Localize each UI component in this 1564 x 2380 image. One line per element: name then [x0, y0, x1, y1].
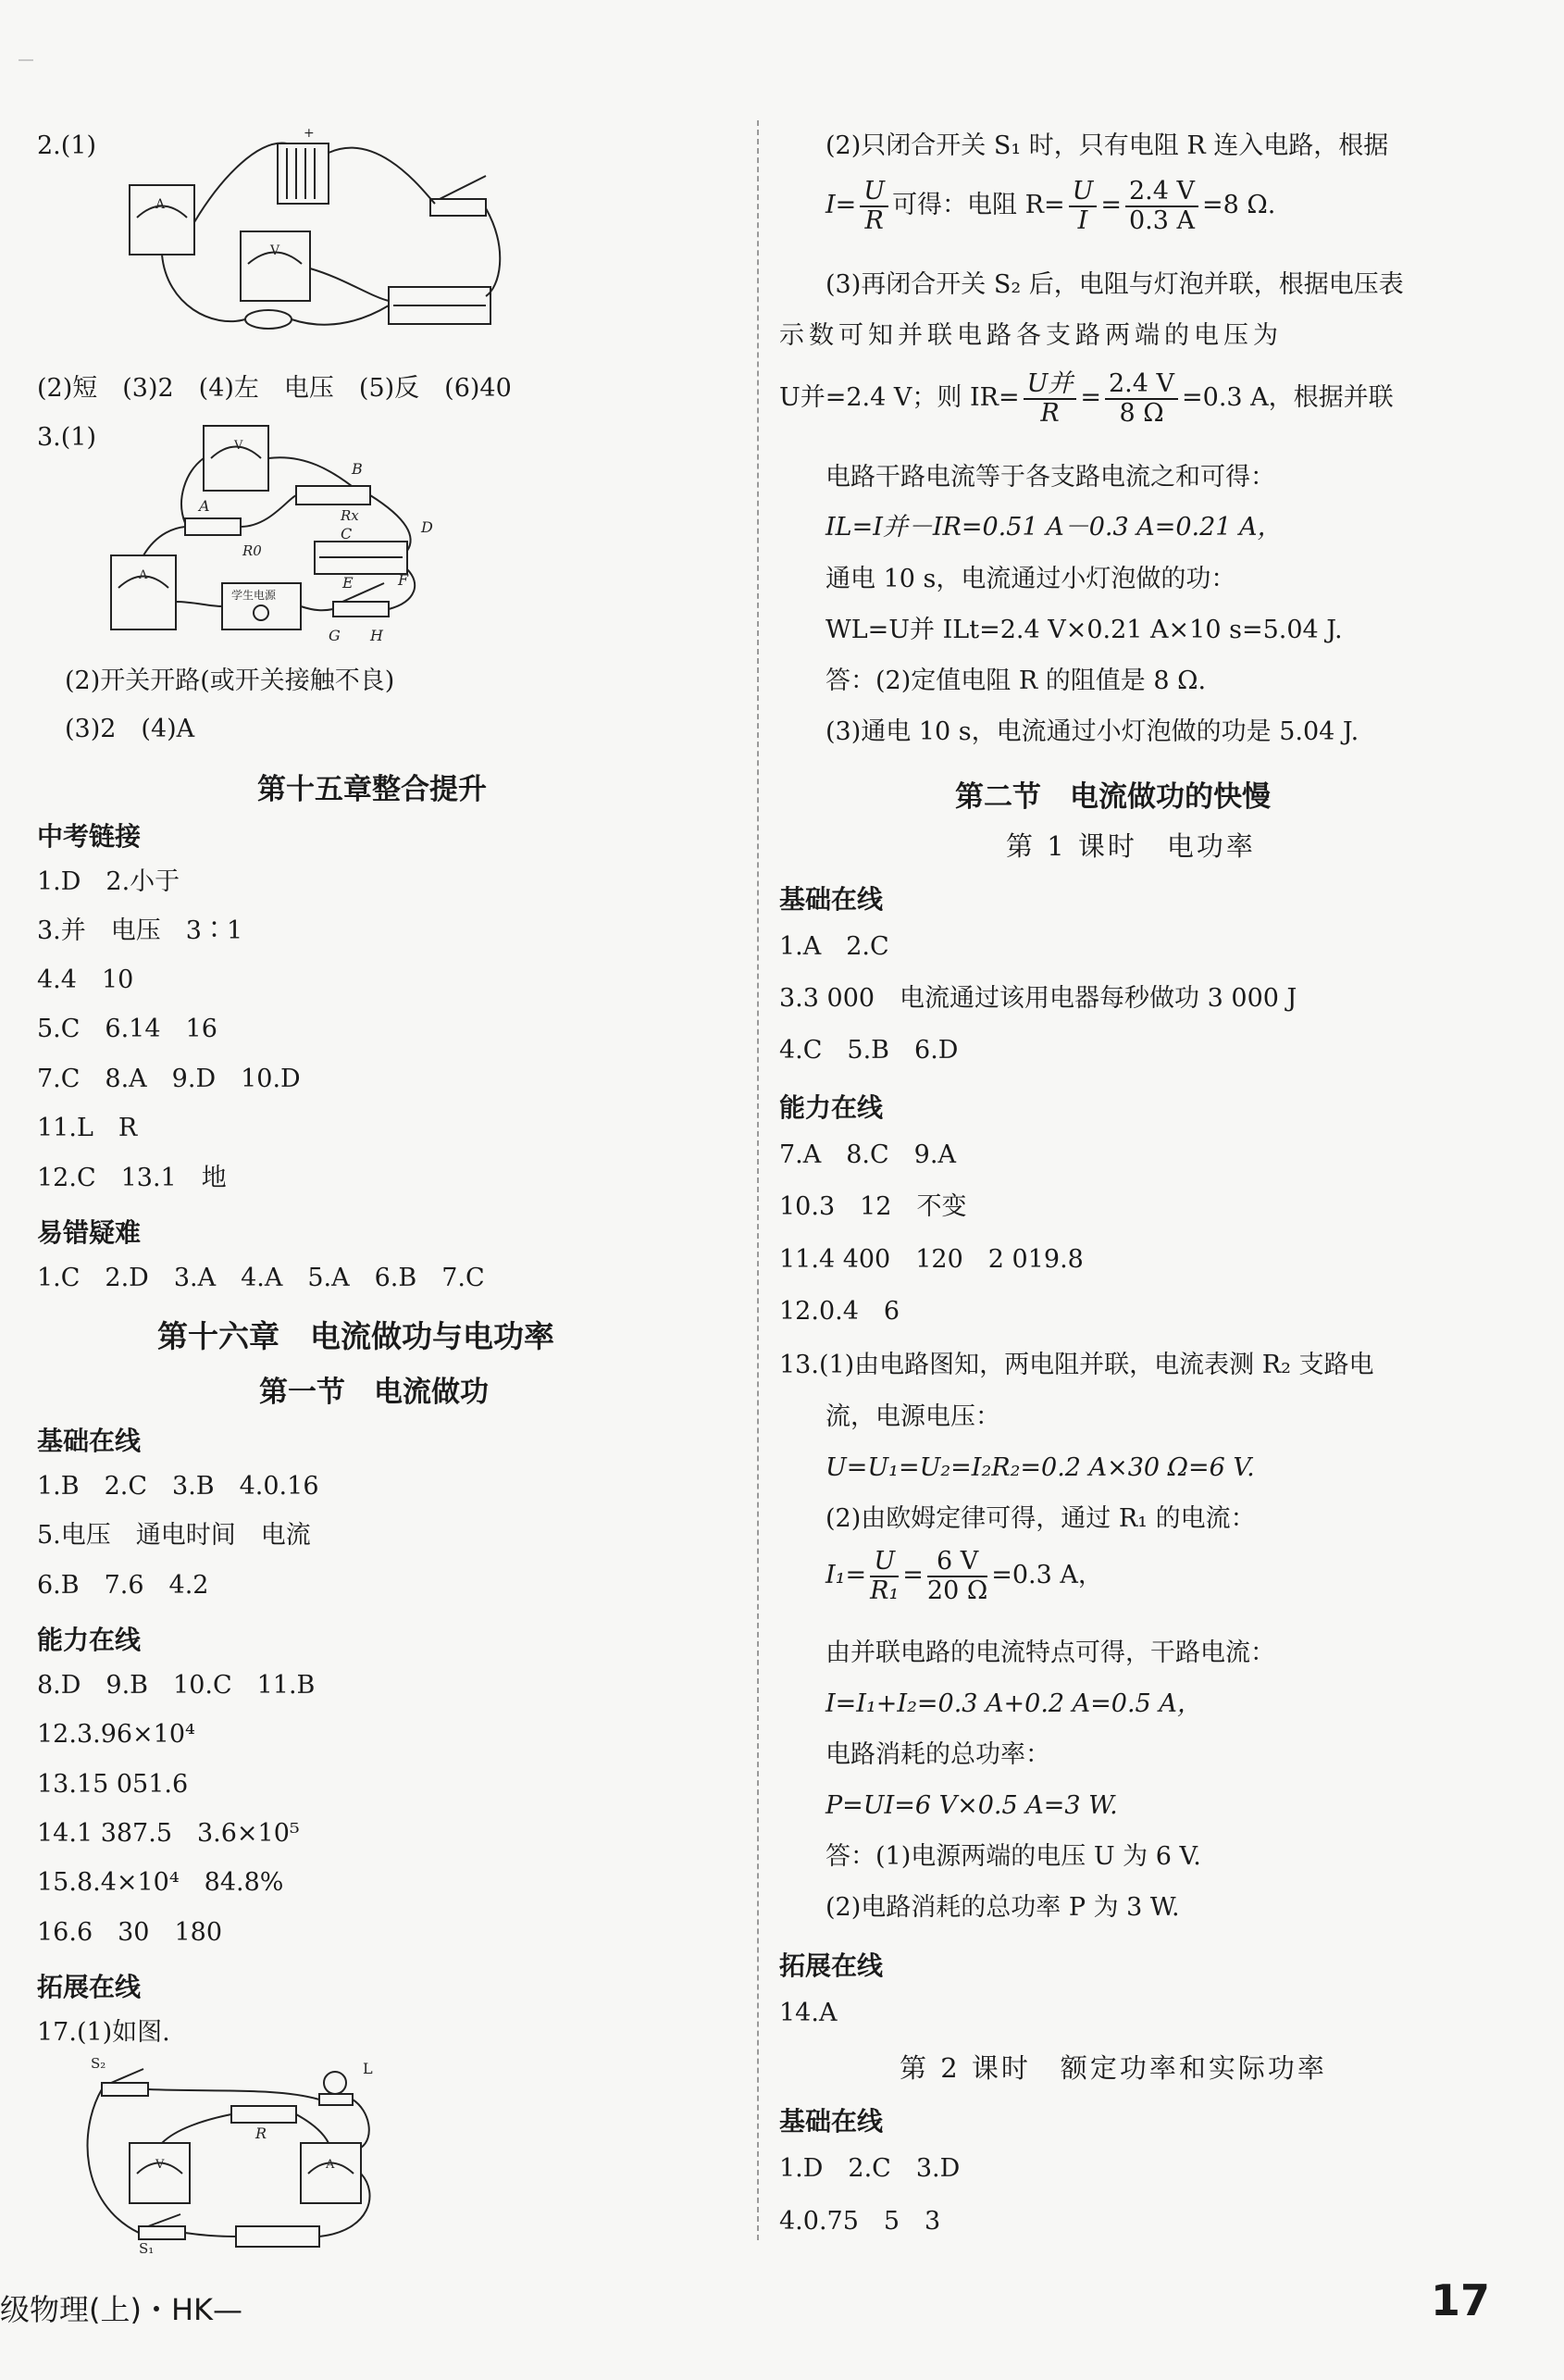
chapter16-title: 第十六章 电流做功与电功率	[157, 1318, 554, 1354]
switch-s1	[139, 2226, 185, 2239]
switch-s2	[102, 2083, 148, 2096]
frac-u-over-r: $\frac{U}{R}$	[860, 178, 888, 235]
chapter15-review-title: 第十五章整合提升	[257, 773, 487, 806]
frac-u-over-r1: $\frac{U}{\text{R₁}}$	[870, 1546, 900, 1605]
r-q13-4: (2)由欧姆定律可得，通过 R₁ 的电流：	[825, 1504, 1256, 1533]
nengli-heading: 能力在线	[37, 1625, 142, 1655]
svg-text:C: C	[341, 525, 353, 542]
r-jc-line-3: 4.C 5.B 6.D	[779, 1036, 959, 1065]
nl-line-5: 15.8.4×10⁴ 84.8%	[37, 1868, 284, 1897]
r-p6: 电路干路电流等于各支路电流之和可得：	[825, 463, 1275, 492]
r-tz-line: 14.A	[779, 1999, 838, 2027]
ammeter	[111, 555, 176, 629]
svg-text:V: V	[234, 439, 243, 453]
lesson1-title: 第 1 课时 电功率	[1006, 830, 1256, 862]
r-q13-11: (2)电路消耗的总功率 P 为 3 W.	[825, 1893, 1180, 1922]
r-q13-10: 答：(1)电源两端的电压 U 为 6 V.	[825, 1842, 1201, 1871]
nl-line-4: 14.1 387.5 3.6×10⁵	[37, 1819, 300, 1848]
svg-text:A: A	[326, 2158, 335, 2172]
r-jichu-heading: 基础在线	[779, 884, 884, 915]
r-p5: U并=2.4 V；则 IR= $\frac{\text{U并}}{R}$ = $\frac{2.4 V}{8 \Omega}$ =0.3 A，根据并联	[779, 368, 1394, 428]
r-jichu2-heading: 基础在线	[779, 2106, 884, 2137]
svg-text:L: L	[363, 2060, 373, 2077]
r-nl-line-2: 10.3 12 不变	[779, 1192, 967, 1221]
switch	[333, 602, 389, 617]
tuozhan-heading: 拓展在线	[37, 1972, 142, 2002]
r-q13-8: 电路消耗的总功率：	[825, 1740, 1050, 1769]
nl-line-6: 16.6 30 180	[37, 1918, 223, 1947]
q3-circuit-figure	[102, 417, 453, 643]
zk-line-6: 11.L R	[37, 1114, 138, 1142]
zk-line-3: 4.4 10	[37, 966, 134, 994]
q17-circuit-figure	[74, 2055, 389, 2254]
r-p9: WL=U并 ILt=2.4 V×0.21 A×10 s=5.04 J.	[825, 616, 1343, 644]
resistor-r0	[185, 518, 241, 535]
r-nl-line-1: 7.A 8.C 9.A	[779, 1140, 956, 1169]
frac-2.4v-over-0.3a: $\frac{2.4 V}{0.3 A}$	[1125, 178, 1198, 235]
q17-text: 17.(1)如图.	[37, 2018, 170, 2047]
page-number: 17	[1431, 2275, 1491, 2325]
svg-text:S₂: S₂	[91, 2055, 106, 2072]
battery	[278, 143, 329, 204]
r-p11: (3)通电 10 s，电流通过小灯泡做的功是 5.04 J.	[825, 717, 1359, 746]
q3-answer-3: (3)2 (4)A	[65, 715, 195, 743]
voltmeter	[204, 426, 268, 491]
r-p2: I= $\frac{U}{R}$ 可得：电阻 R= $\frac{U}{I}$ = $\frac{2.4 V}{0.3 A}$ =8 Ω.	[825, 176, 1276, 235]
r-q13-7: I=I₁+I₂=0.3 A+0.2 A=0.5 A，	[825, 1689, 1202, 1718]
footer-book-title: 级物理(上)・HK—	[0, 2292, 243, 2327]
r-p3: (3)再闭合开关 S₂ 后，电阻与灯泡并联，根据电压表	[825, 270, 1404, 299]
r-q13-6: 由并联电路的电流特点可得，干路电流：	[825, 1639, 1275, 1667]
zk-line-4: 5.C 6.14 16	[37, 1015, 217, 1043]
lamp-l	[324, 2072, 346, 2094]
r-q13-9: P=UI=6 V×0.5 A=3 W.	[825, 1791, 1118, 1820]
frac-2.4v-over-8ohm: $\frac{2.4 V}{8 \Omega}$	[1105, 370, 1178, 428]
r-jc2-line-2: 4.0.75 5 3	[779, 2207, 941, 2236]
r-q13-5: I₁= $\frac{U}{\text{R₁}}$ = $\frac{6 V}{20 \Omega}$ =0.3 A，	[825, 1546, 1103, 1605]
yicuo-heading: 易错疑难	[37, 1217, 142, 1248]
nl-line-3: 13.15 051.6	[37, 1770, 189, 1799]
frac-u-over-i: $\frac{U}{I}$	[1069, 178, 1098, 235]
svg-text:V: V	[155, 2158, 165, 2172]
q3-answer-2: (2)开关开路(或开关接触不良)	[65, 667, 395, 695]
jichu-heading: 基础在线	[37, 1426, 142, 1456]
r-q13-2: 流，电源电压：	[825, 1402, 1000, 1431]
jc-line-1: 1.B 2.C 3.B 4.0.16	[37, 1472, 319, 1501]
svg-text:R: R	[255, 2125, 267, 2142]
r-tuozhan-heading: 拓展在线	[779, 1950, 884, 1981]
lesson2-title: 第 2 课时 额定功率和实际功率	[900, 2052, 1327, 2084]
voltmeter	[241, 231, 310, 301]
resistor-base	[245, 310, 292, 329]
svg-text:H: H	[370, 627, 383, 643]
r-p7: IL=I并－IR=0.51 A－0.3 A=0.21 A，	[825, 513, 1283, 542]
svg-text:Rx: Rx	[341, 507, 359, 524]
frac-u-parallel-over-r: $\frac{\text{U并}}{R}$	[1024, 370, 1077, 428]
svg-text:F: F	[398, 571, 409, 589]
svg-text:B: B	[352, 460, 363, 478]
r-p10: 答：(2)定值电阻 R 的阻值是 8 Ω.	[825, 667, 1207, 695]
nl-line-1: 8.D 9.B 10.C 11.B	[37, 1671, 316, 1700]
battery	[236, 2226, 319, 2247]
switch	[430, 199, 486, 216]
corner-mark	[19, 59, 33, 61]
r-jc2-line-1: 1.D 2.C 3.D	[779, 2154, 961, 2183]
svg-text:G: G	[329, 627, 341, 643]
r-jc-line-2: 3.3 000 电流通过该用电器每秒做功 3 000 J	[779, 984, 1297, 1013]
zhongkao-heading: 中考链接	[37, 821, 142, 852]
zk-line-7: 12.C 13.1 地	[37, 1164, 227, 1192]
svg-text:S₁: S₁	[139, 2240, 155, 2254]
r-q13-3: U=U₁=U₂=I₂R₂=0.2 A×30 Ω=6 V.	[825, 1453, 1255, 1482]
svg-text:V: V	[270, 243, 280, 258]
resistor-r	[231, 2106, 296, 2123]
svg-text:D: D	[421, 518, 433, 536]
r-p1: (2)只闭合开关 S₁ 时，只有电阻 R 连入电路，根据	[825, 131, 1389, 160]
frac-6v-over-20ohm: $\frac{6 V}{20 \Omega}$	[926, 1546, 988, 1605]
q2-answers: (2)短 (3)2 (4)左 电压 (5)反 (6)40	[37, 374, 512, 403]
svg-text:A: A	[155, 197, 166, 212]
section1-title: 第一节 电流做功	[259, 1376, 489, 1409]
r-q13-1: 13.(1)由电路图知，两电阻并联，电流表测 R₂ 支路电	[779, 1351, 1374, 1379]
r-nl-line-4: 12.0.4 6	[779, 1297, 900, 1326]
column-divider	[757, 120, 759, 2240]
yc-line: 1.C 2.D 3.A 4.A 5.A 6.B 7.C	[37, 1264, 485, 1292]
q2-circuit-figure	[120, 120, 528, 343]
jc-line-2: 5.电压 通电时间 电流	[37, 1521, 311, 1550]
svg-text:E: E	[342, 574, 354, 592]
svg-text:学生电源: 学生电源	[231, 589, 277, 602]
r-jc-line-1: 1.A 2.C	[779, 932, 889, 961]
ammeter-1	[130, 185, 194, 255]
zk-line-5: 7.C 8.A 9.D 10.D	[37, 1065, 301, 1093]
r-nengli-heading: 能力在线	[779, 1092, 884, 1123]
r-p8: 通电 10 s，电流通过小灯泡做的功：	[825, 565, 1236, 593]
svg-text:A: A	[139, 568, 148, 582]
q3-label: 3.(1)	[37, 423, 97, 452]
zk-line-1: 1.D 2.小于	[37, 867, 180, 896]
svg-text:A: A	[199, 497, 210, 515]
section2-title: 第二节 电流做功的快慢	[955, 780, 1271, 814]
r-nl-line-3: 11.4 400 120 2 019.8	[779, 1245, 1084, 1274]
jc-line-3: 6.B 7.6 4.2	[37, 1571, 209, 1600]
svg-text:R0: R0	[242, 542, 262, 559]
q2-label: 2.(1)	[37, 131, 97, 160]
resistor-rx	[296, 486, 370, 505]
zk-line-2: 3.并 电压 3∶1	[37, 916, 243, 945]
svg-text:+: +	[304, 126, 315, 141]
nl-line-2: 12.3.96×10⁴	[37, 1720, 195, 1749]
r-p4: 示数可知并联电路各支路两端的电压为	[779, 321, 1283, 350]
